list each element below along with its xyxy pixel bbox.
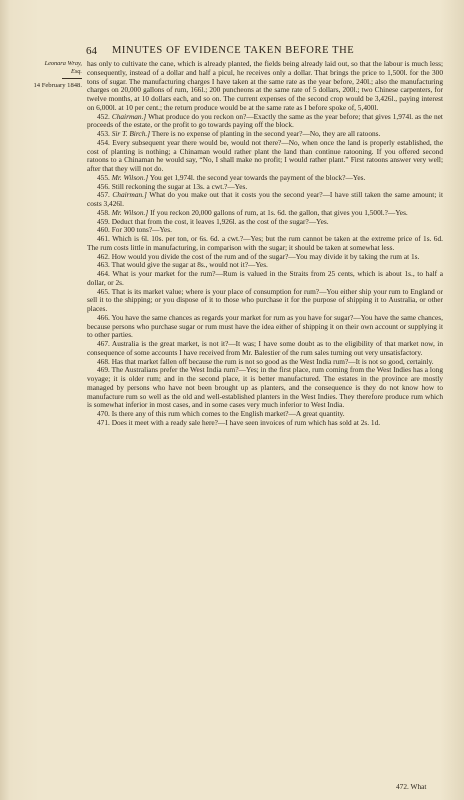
paragraph-text: Has that market fallen off because the rum is not so good as the West India rum?—It is not so good, certainly. (111, 356, 434, 366)
paragraph-text: What produce do you reckon on?—Exactly the same as the year before; that gives 1,974l. as the net proceeds of the estate, or the profit to go towards paying off the block. (87, 111, 443, 130)
paragraph (87, 60, 443, 113)
paragraph-text: Every subsequent year there would be, would not there?—No, when once the land is properly established, the cost of planting is nothing; a Chinaman would rather plant the land than continue ratooning. If you offered second ratoons to a Chinaman he would say, “No, I shall make no profit; I would rather plant.” First ratoons answer very well; after that they will not do. (87, 137, 443, 173)
paragraph-text: There is no expense of planting in the second year?—No, they are all ratoons. (151, 129, 381, 138)
question-number: 469. (97, 365, 110, 375)
paragraph-text: That would give the sugar at 8s., would not it?—Yes. (111, 260, 268, 270)
paragraph (87, 139, 443, 174)
question-number: 468. (97, 356, 110, 366)
paragraph (87, 191, 443, 209)
speaker: Mr. Wilson.] (111, 172, 149, 182)
question-number: 456. (97, 181, 110, 191)
paragraph (87, 270, 443, 288)
page-number: 64 (86, 45, 97, 57)
evidence-date: 14 February 1848. (33, 81, 82, 89)
question-number: 471. (97, 417, 110, 427)
witness-name: Leonara Wray, (44, 60, 82, 67)
paragraph-text: Is there any of this rum which comes to the English market?—A great quantity. (111, 409, 345, 418)
paragraph-text: If you reckon 20,000 gallons of rum, at 1s. 6d. the gallon, that gives you 1,500l.?—Yes. (150, 207, 408, 217)
paragraph-text: The Australians prefer the West India rum?—Yes; in the first place, rum coming from the West Indies has a long voyage; it is older rum; and in the second place, it is better manufactured. The estates in the province are mostly managed by persons who have not been brought up as planters, and the consequence is they do not know how to manufacture rum so well as the old and well-established planters in the West Indies. They therefore produce rum which is somewhat inferior in most cases, and in some cases very much inferior to West India. (87, 365, 443, 410)
question-number: 452. (97, 111, 110, 121)
paragraph (87, 340, 443, 358)
paragraph-text: has only to cultivate the cane, which is already planted, the fields being already laid out, so that the labour is much less; consequently, instead of a dollar and half a picul, he receives only a dollar. That brings the price to 1,500l. for the 300 tons of sugar. The manufacturing charges I have taken at the same rate as the year before, 240l.; also the manufacturing charges on 20,000 gallons of rum, 166l.; 200 puncheons at the same rate of 5 dollars, 200l.; two Chinese carpenters, for twelve months, at 10 dollars each, and so on. The current expenses of the second crop would be 3,426l., paying interest on 6,000l. at 10 per cent.; the return produce would be at the same rate as I before spoke of, 5,400l. (87, 59, 443, 112)
speaker: Chairman.] (111, 111, 147, 121)
paragraph (87, 288, 443, 314)
paragraph-text: You get 1,974l. the second year towards the payment of the block?—Yes. (149, 172, 366, 182)
question-number: 465. (97, 286, 110, 296)
paragraph-text: For 300 tons?—Yes. (111, 225, 172, 235)
paragraph (87, 419, 443, 428)
speaker: Mr. Wilson.] (111, 207, 149, 217)
page-header (0, 45, 464, 59)
question-number: 467. (97, 339, 110, 348)
question-number: 461. (97, 234, 110, 243)
question-number: 470. (97, 409, 110, 418)
question-number: 454. (97, 137, 110, 147)
paragraph-text: That is its market value; where is your place of consumption for rum?—You either ship your rum to England or sell it to the shipping; or you dispose of it to those who purchase it for the purpose of shipping it to Australia, or other places. (87, 286, 443, 313)
paragraph-text: Deduct that from the cost, it leaves 1,926l. as the cost of the sugar?—Yes. (111, 216, 329, 226)
paragraph-text: Still reckoning the sugar at 13s. a cwt.?—Yes. (111, 181, 248, 191)
paragraph-text: What is your market for the rum?—Rum is valued in the Straits from 25 cents, which is about 1s., to half a dollar, or 2s. (87, 269, 443, 287)
paragraph (87, 235, 443, 253)
question-number: 460. (97, 225, 110, 235)
paragraph-text: Australia is the great market, is not it?—It was; I have some doubt as to the eligibility of that market now, in consequence of some accounts I have received from Mr. Balestier of the rum sales turning out very unsatisfactory. (87, 339, 443, 357)
question-number: 463. (97, 260, 110, 270)
paragraph-text: How would you divide the cost of the rum and of the sugar?—You may divide it by taking the rum at 1s. (111, 251, 420, 261)
paragraph-text: Which is 6l. 10s. per ton, or 6s. 6d. a cwt.?—Yes; but the rum cannot be taken at the extreme price of 1s. 6d. The rum costs little in manufacturing, in comparison with the sugar; it should be taken at somewhat less. (87, 234, 443, 252)
question-number: 457. (97, 190, 110, 200)
margin-rule (62, 78, 82, 79)
margin-note (30, 60, 82, 90)
paragraph-text: What do you make out that it costs you the second year?—I have still taken the same amount; it costs 3,426l. (87, 190, 443, 208)
question-number: 455. (97, 172, 110, 182)
running-head: MINUTES OF EVIDENCE TAKEN BEFORE THE (112, 45, 355, 56)
speaker: Chairman.] (112, 190, 147, 200)
paragraph (87, 113, 443, 131)
question-number: 453. (97, 129, 110, 138)
speaker: Sir T. Birch.] (111, 129, 151, 138)
question-number: 464. (97, 269, 110, 278)
question-number: 459. (97, 216, 110, 226)
catchword: 472. What (396, 782, 427, 791)
evidence-text (87, 60, 443, 428)
paragraph (87, 366, 443, 410)
paragraph-text: You have the same chances as regards your market for rum as you have for sugar?—You have the same chances, because persons who purchase sugar or rum must have the idea either of shipping it on their own account or supplying it to other parties. (87, 312, 443, 340)
question-number: 466. (97, 312, 110, 322)
question-number: 458. (97, 207, 110, 217)
paragraph-text: Does it meet with a ready sale here?—I have seen invoices of rum which has sold at 2s. 1d. (111, 417, 381, 427)
question-number: 462. (97, 251, 110, 261)
witness-title: Esq. (70, 67, 82, 75)
paragraph (87, 314, 443, 340)
